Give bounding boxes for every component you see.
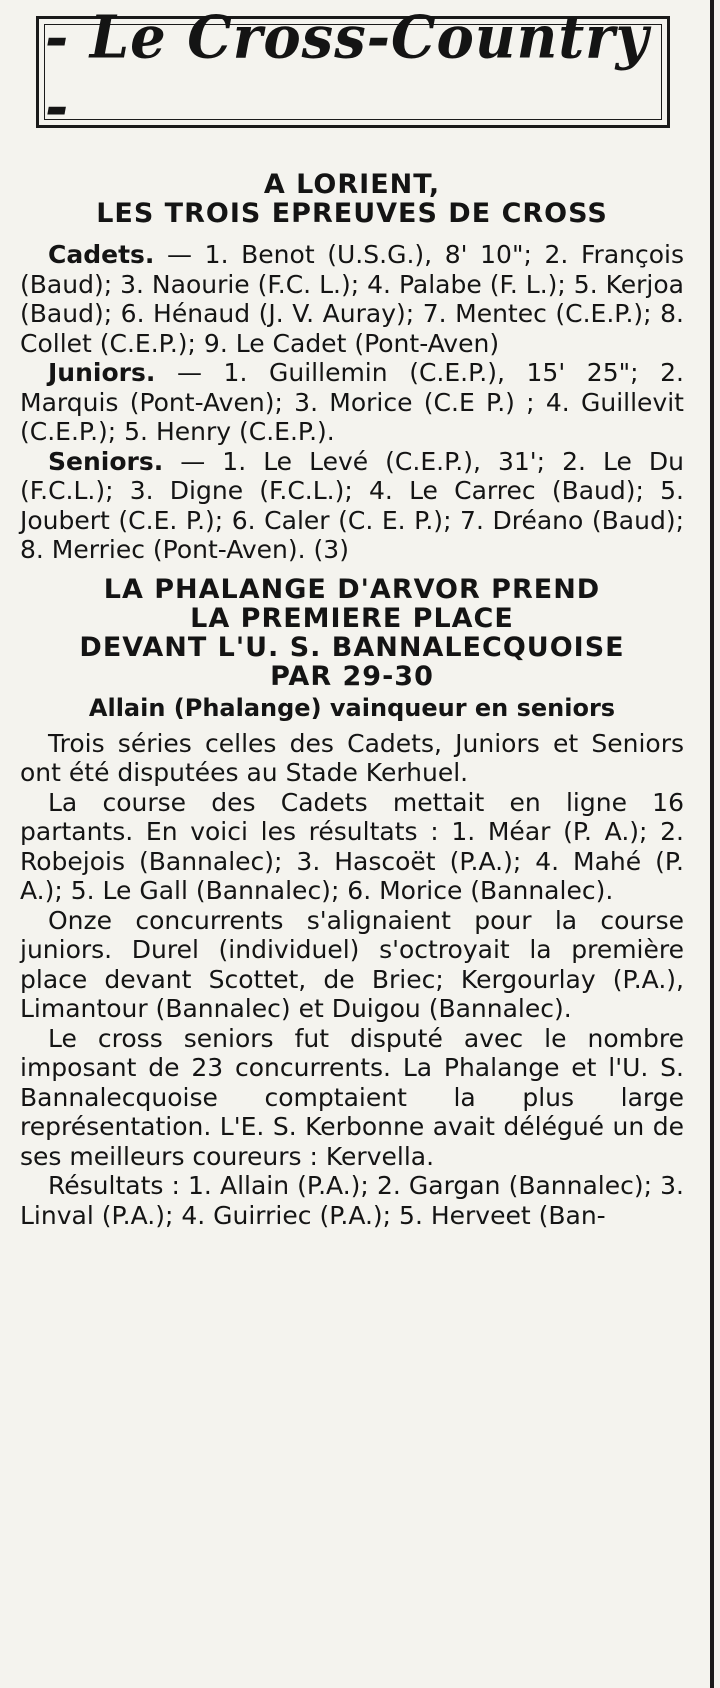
section-lorient — [20, 170, 684, 565]
column-rule — [710, 0, 714, 1688]
article-paragraph: La course des Cadets mettait en ligne 16 partants. En voici les résultats : 1. Méar (P. A.); 2. Robejois (Bannalec); 3. Hascoët (P.A.); 4. Mahé (P. A.); 5. Le Gall (Bannalec); 6. Morice (Bannalec). — [20, 787, 684, 905]
headline-line: LA PHALANGE D'ARVOR PREND — [103, 573, 601, 605]
header-frame — [36, 2, 670, 142]
category-label: Cadets. — [48, 240, 155, 269]
headline-line: DEVANT L'U. S. BANNALECQUOISE — [79, 631, 625, 663]
section-phalange — [20, 575, 684, 1231]
article-paragraph: Trois séries celles des Cadets, Juniors et Seniors ont été disputées au Stade Kerhuel. — [20, 728, 684, 787]
headline-line: A LORIENT, — [263, 169, 441, 200]
header-inner-frame — [44, 2, 662, 142]
results-text: — 1. Guillemin (C.E.P.), 15' 25"; 2. Marquis (Pont-Aven); 3. Morice (C.E P.) ; 4. Guillevit (C.E.P.); 5. Henry (C.E.P.). — [20, 358, 684, 446]
article-paragraph: Le cross seniors fut disputé avec le nombre imposant de 23 concurrents. La Phalange et l'U. S. Bannalecquoise comptaient la plus large représentation. L'E. S. Kerbonne avait délégué un de ses meilleurs coureurs : Kervella. — [20, 1023, 684, 1171]
article-column — [20, 170, 684, 1230]
article-paragraph: Résultats : 1. Allain (P.A.); 2. Gargan (Bannalec); 3. Linval (P.A.); 4. Guirriec (P.A.); 5. Herveet (Ban- — [20, 1171, 684, 1230]
results-paragraph — [20, 447, 684, 565]
results-text: — 1. Benot (U.S.G.), 8' 10"; 2. François (Baud); 3. Naourie (F.C. L.); 4. Palabe (F. L.); 5. Kerjoa (Baud); 6. Hénaud (J. V. Auray); 7. Mentec (C.E.P.); 8. Collet (C.E.P.); 9. Le Cadet (Pont-Aven) — [20, 240, 684, 358]
headline-line: LES TROIS EPREUVES DE CROSS — [96, 198, 608, 229]
results-text: — 1. Le Levé (C.E.P.), 31'; 2. Le Du (F.C.L.); 3. Digne (F.C.L.); 4. Le Carrec (Baud); 5. Joubert (C.E. P.); 6. Caler (C. E. P.); 7. Dréano (Baud); 8. Merriec (Pont-Aven). (3) — [20, 446, 684, 564]
headline-line: LA PREMIERE PLACE — [190, 602, 514, 634]
results-paragraph — [20, 358, 684, 447]
category-label: Seniors. — [48, 446, 164, 476]
subheadline: Allain (Phalange) vainqueur en seniors — [88, 693, 616, 722]
results-paragraph — [20, 240, 684, 358]
page-title: - Le Cross-Country - — [45, 2, 650, 142]
headline-line: PAR 29-30 — [270, 660, 434, 692]
article-paragraph: Onze concurrents s'alignaient pour la course juniors. Durel (individuel) s'octroyait la première place devant Scottet, de Briec; Kergourlay (P.A.), Limantour (Bannalec) et Duigou (Bannalec). — [20, 905, 684, 1023]
category-label: Juniors. — [48, 358, 156, 387]
